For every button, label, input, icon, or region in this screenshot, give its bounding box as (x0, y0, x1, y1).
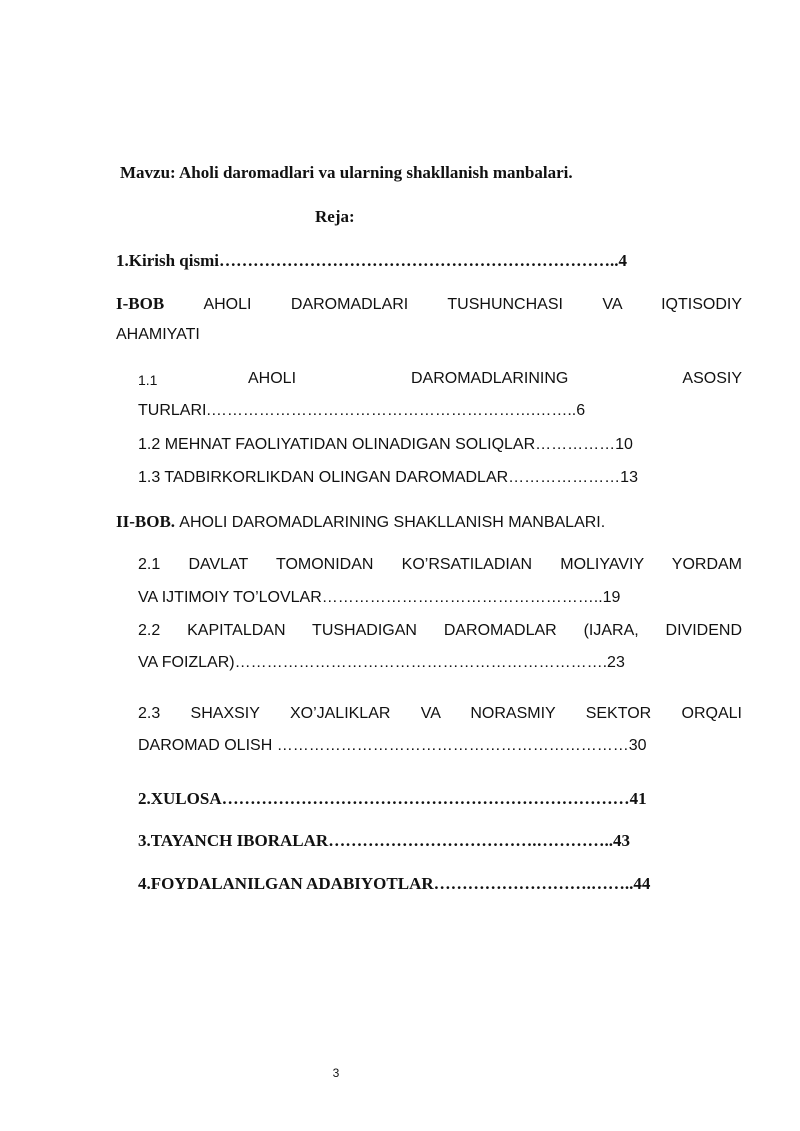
page-number: 3 (332, 1066, 340, 1080)
chapter-1-title: AHOLI DAROMADLARI TUSHUNCHASI VA IQTISODIY (203, 296, 743, 313)
toc-1-1-number: 1.1 (138, 372, 158, 388)
toc-chapter-1-line1 (116, 294, 742, 314)
toc-2-2-line2: VA FOIZLAR)…………………………………………………………….23 (138, 654, 625, 671)
document-title: Mavzu: Aholi daromadlari va ularning shakllanish manbalari. (120, 163, 573, 182)
toc-2-1-line2: VA IJTIMOIY TO’LOVLAR……………………………………………..19 (138, 589, 621, 606)
toc-2-3-line1: 2.3 SHAXSIY XO’JALIKLAR VA NORASMIY SEKTOR ORQALI (138, 705, 742, 722)
toc-1-2: 1.2 MEHNAT FAOLIYATIDAN OLINADIGAN SOLIQLAR……………10 (138, 436, 633, 453)
plan-heading: Reja: (315, 207, 355, 226)
toc-1-1-line1: AHOLI DAROMADLARINING ASOSIY (248, 370, 742, 387)
chapter-2-title: AHOLI DAROMADLARINING SHAKLLANISH MANBALARI. (179, 514, 606, 531)
toc-key-terms: 3.TAYANCH IBORALAR……………………………….…………..43 (138, 831, 630, 850)
chapter-1-label: I-BOB (116, 294, 165, 313)
toc-conclusion: 2.XULOSA………………………………………………………………41 (138, 789, 647, 808)
toc-2-3-line2: DAROMAD OLISH …………………………………………………………30 (138, 737, 647, 754)
toc-2-2-line1: 2.2 KAPITALDAN TUSHADIGAN DAROMADLAR (IJARA, DIVIDEND (138, 622, 742, 639)
toc-1-3: 1.3 TADBIRKORLIKDAN OLINGAN DAROMADLAR…………………13 (138, 469, 638, 486)
toc-references: 4.FOYDALANILGAN ADABIYOTLAR……………………….……..44 (138, 874, 651, 893)
toc-intro: 1.Kirish qismi……………………………………………………………..4 (116, 251, 627, 270)
toc-1-1-line2: TURLARI.…………………………………………………….……..6 (138, 402, 586, 419)
chapter-2-label: II-BOB. (116, 512, 176, 531)
toc-2-1-line1: 2.1 DAVLAT TOMONIDAN KO’RSATILADIAN MOLIYAVIY YORDAM (138, 556, 742, 573)
toc-chapter-2 (116, 512, 605, 532)
toc-chapter-1-line2: AHAMIYATI (116, 326, 200, 343)
